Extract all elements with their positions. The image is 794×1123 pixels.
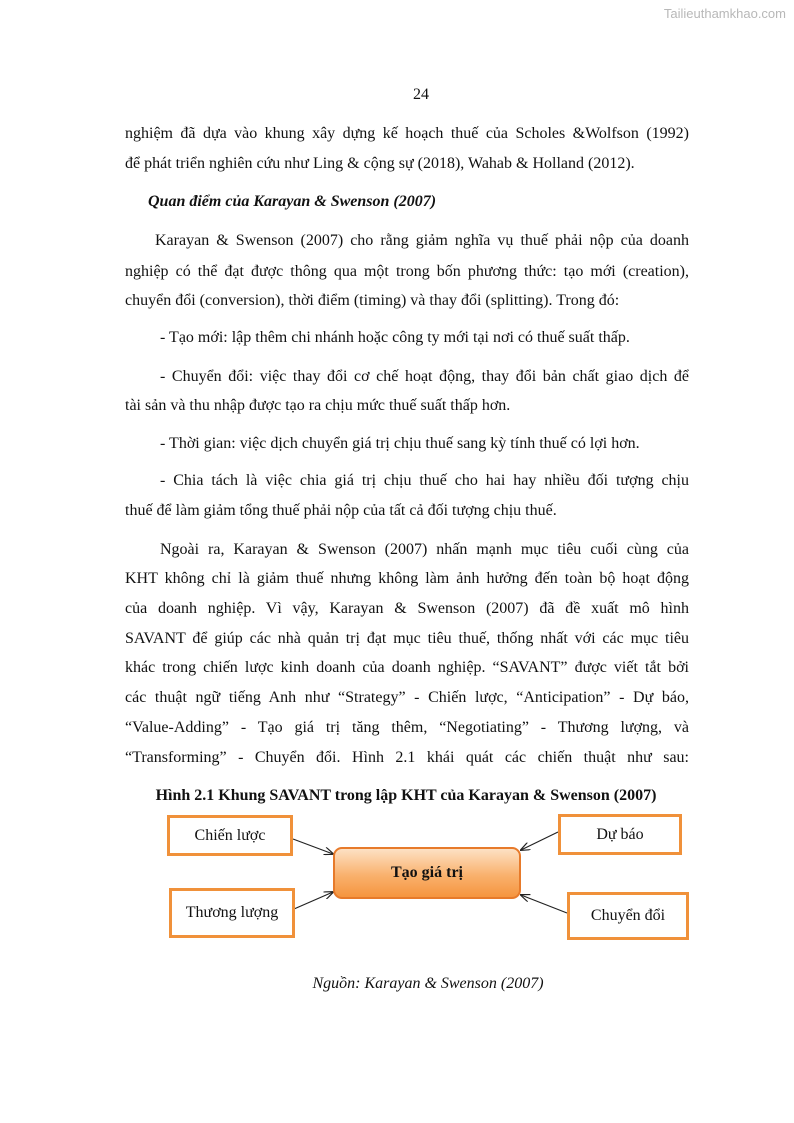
arrow-bottom-left xyxy=(294,892,333,909)
paragraph-line: Karayan & Swenson (2007) cho rằng giảm nghĩa vụ thuế phải nộp của doanh xyxy=(155,232,689,249)
paragraph-line: “Value-Adding” - Tạo giá trị tăng thêm, “Negotiating” - Thương lượng, và xyxy=(125,719,689,736)
paragraph-line: nghiệp có thể đạt được thông qua một trong bốn phương thức: tạo mới (creation), xyxy=(125,263,689,280)
box-chuyen-doi: Chuyển đổi xyxy=(567,892,689,940)
arrow-bottom-right xyxy=(521,895,567,913)
list-item: - Chia tách là việc chia giá trị chịu thuế cho hai hay nhiều đối tượng chịu xyxy=(160,472,689,489)
list-item: - Chuyển đổi: việc thay đổi cơ chế hoạt động, thay đổi bản chất giao dịch để xyxy=(160,368,689,385)
paragraph-line: “Transforming” - Chuyển đổi. Hình 2.1 khái quát các chiến thuật như sau: xyxy=(125,749,689,766)
paragraph-line: thuế để làm giảm tổng thuế phải nộp của tất cả đối tượng chịu thuế. xyxy=(125,502,557,519)
figure-source: Nguồn: Karayan & Swenson (2007) xyxy=(312,975,544,992)
page-number: 24 xyxy=(413,86,429,103)
paragraph-line: nghiệm đã dựa vào khung xây dựng kế hoạch thuế của Scholes &Wolfson (1992) xyxy=(125,125,689,142)
paragraph-line: khác trong chiến lược kinh doanh của doanh nghiệp. “SAVANT” được viết tắt bởi xyxy=(125,659,689,676)
box-du-bao: Dự báo xyxy=(558,814,682,855)
watermark: Tailieuthamkhao.com xyxy=(663,6,786,21)
box-chien-luoc: Chiến lược xyxy=(167,815,293,856)
box-thuong-luong: Thương lượng xyxy=(169,888,295,938)
paragraph-line: Ngoài ra, Karayan & Swenson (2007) nhấn mạnh mục tiêu cuối cùng của xyxy=(160,541,689,558)
list-item: - Thời gian: việc dịch chuyển giá trị chịu thuế sang kỳ tính thuế có lợi hơn. xyxy=(160,435,640,452)
arrow-top-right xyxy=(521,832,558,850)
paragraph-line: KHT không chỉ là giảm thuế nhưng không làm ảnh hưởng đến toàn bộ hoạt động xyxy=(125,570,689,587)
figure-title: Hình 2.1 Khung SAVANT trong lập KHT của Karayan & Swenson (2007) xyxy=(155,787,657,804)
paragraph-line: SAVANT để giúp các nhà quản trị đạt mục tiêu thuế, thống nhất với các mục tiêu xyxy=(125,630,689,647)
paragraph-line: để phát triển nghiên cứu như Ling & cộng sự (2018), Wahab & Holland (2012). xyxy=(125,155,635,172)
box-tao-gia-tri: Tạo giá trị xyxy=(333,847,521,899)
paragraph-line: chuyển đổi (conversion), thời điểm (timing) và thay đổi (splitting). Trong đó: xyxy=(125,292,620,309)
paragraph-line: các thuật ngữ tiếng Anh như “Strategy” - Chiến lược, “Anticipation” - Dự báo, xyxy=(125,689,689,706)
paragraph-line: của doanh nghiệp. Vì vậy, Karayan & Swenson (2007) đã đề xuất mô hình xyxy=(125,600,689,617)
list-item: - Tạo mới: lập thêm chi nhánh hoặc công ty mới tại nơi có thuế suất thấp. xyxy=(160,329,630,346)
paragraph-line: tài sản và thu nhập được tạo ra chịu mức thuế suất thấp hơn. xyxy=(125,397,511,414)
arrow-top-left xyxy=(293,839,333,854)
section-heading: Quan điểm của Karayan & Swenson (2007) xyxy=(148,193,437,210)
